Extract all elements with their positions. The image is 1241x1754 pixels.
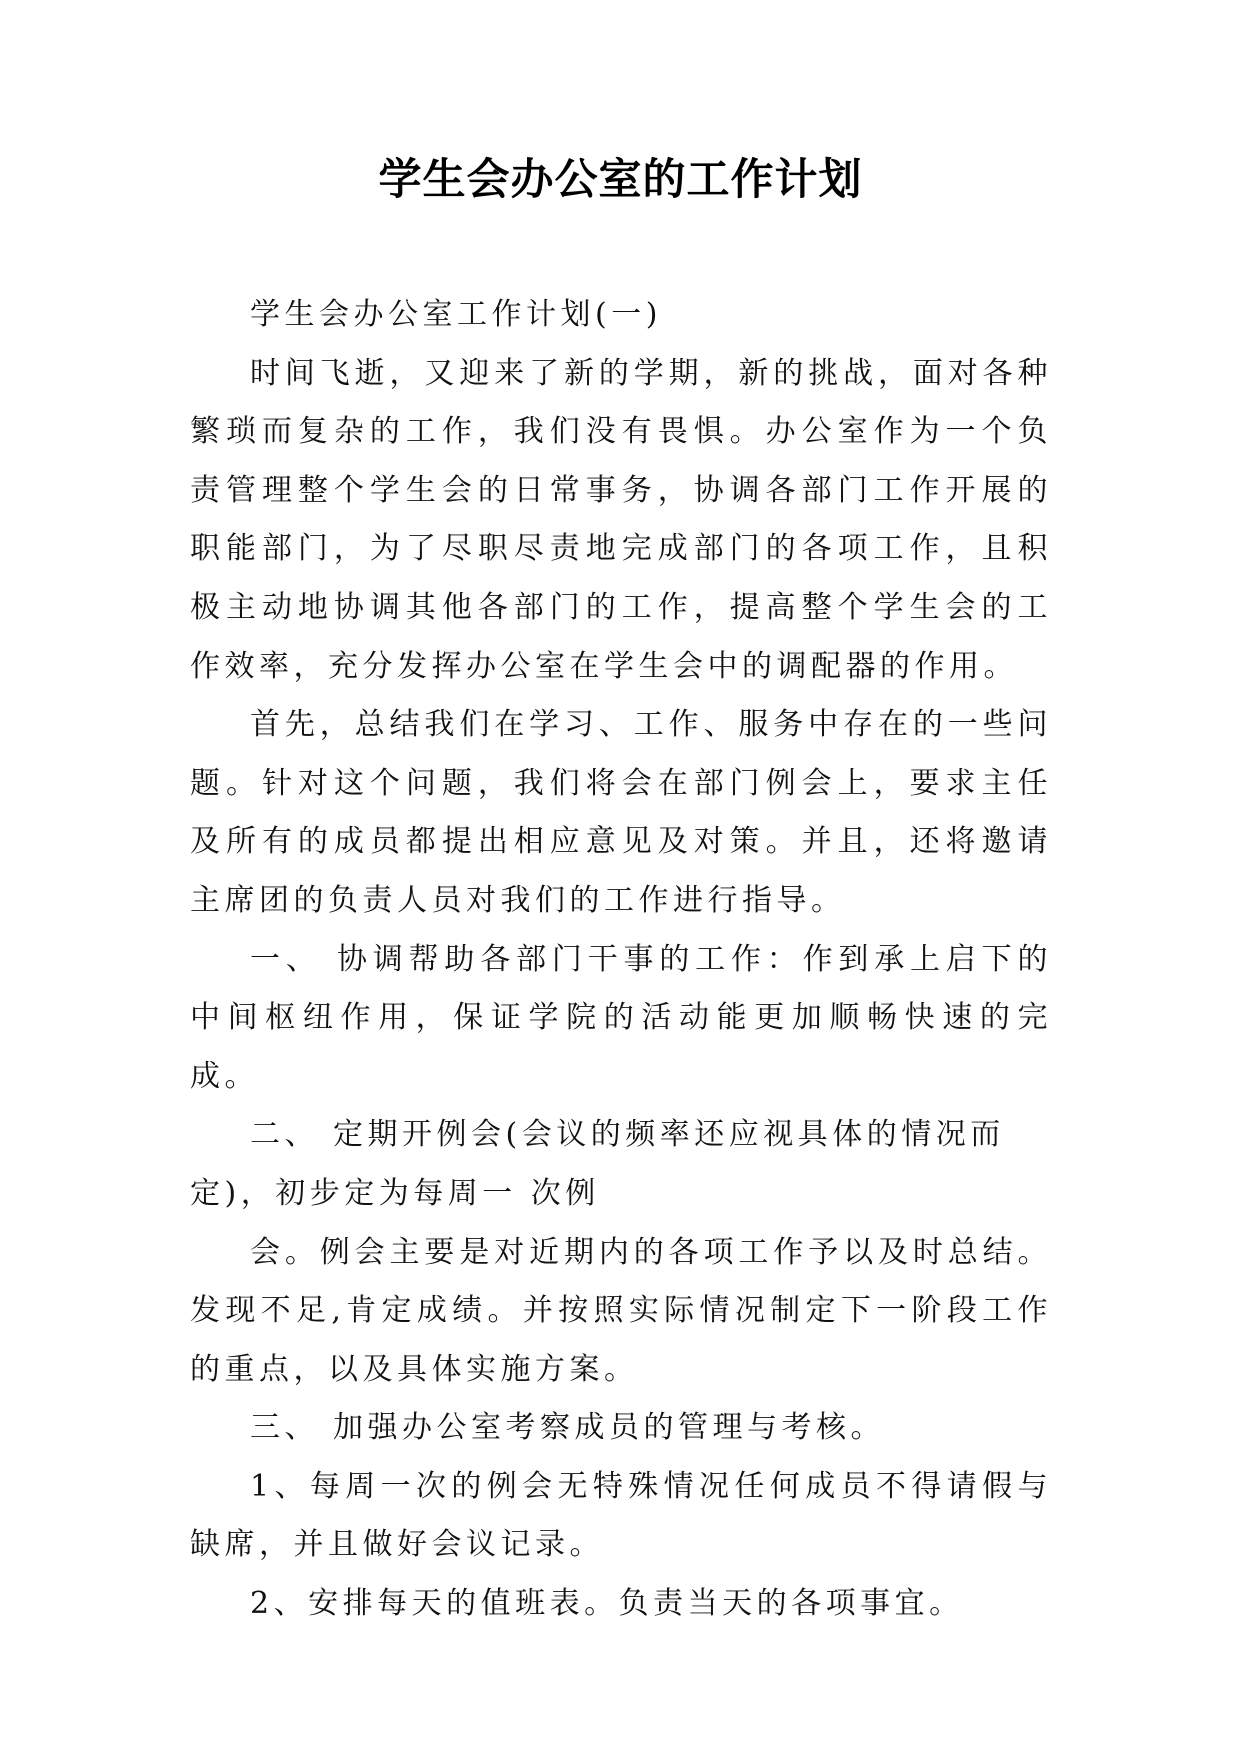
paragraph-problems: 首先，总结我们在学习、工作、服务中存在的一些问题。针对这个问题，我们将会在部门例会上，要求主任及所有的成员都提出相应意见及对策。并且，还将邀请主席团的负责人员对我们的工作进行指导。	[190, 707, 1052, 918]
paragraph-rule-two: 2、安排每天的值班表。负责当天的各项事宜。	[250, 1586, 964, 1622]
document-title: 学生会办公室的工作计划	[378, 155, 863, 205]
section-heading: 学生会办公室工作计划(一)	[250, 297, 662, 332]
paragraph-item-two: 二、 定期开例会(会议的频率还应视具体的情况而定)，初步定为每周一 次例	[190, 1117, 1005, 1211]
paragraph-item-one: 一、 协调帮助各部门干事的工作：作到承上启下的中间枢纽作用，保证学院的活动能更加顺畅快速的完成。	[190, 941, 1052, 1094]
paragraph-rule-one: 1、每周一次的例会无特殊情况任何成员不得请假与缺席，并且做好会议记录。	[190, 1468, 1052, 1563]
paragraph-intro: 时间飞逝，又迎来了新的学期，新的挑战，面对各种繁琐而复杂的工作，我们没有畏惧。办公室作为一个负责管理整个学生会的日常事务，协调各部门工作开展的职能部门，为了尽职尽责地完成部门的各项工作，且积极主动地协调其他各部门的工作，提高整个学生会的工作效率，充分发挥办公室在学生会中的调配器的作用。	[190, 355, 1052, 684]
paragraph-meeting: 会。例会主要是对近期内的各项工作予以及时总结。发现不足,肯定成绩。并按照实际情况制定下一阶段工作的重点，以及具体实施方案。	[190, 1234, 1052, 1387]
paragraph-item-three: 三、 加强办公室考察成员的管理与考核。	[250, 1410, 886, 1446]
document-body	[190, 286, 1052, 1634]
